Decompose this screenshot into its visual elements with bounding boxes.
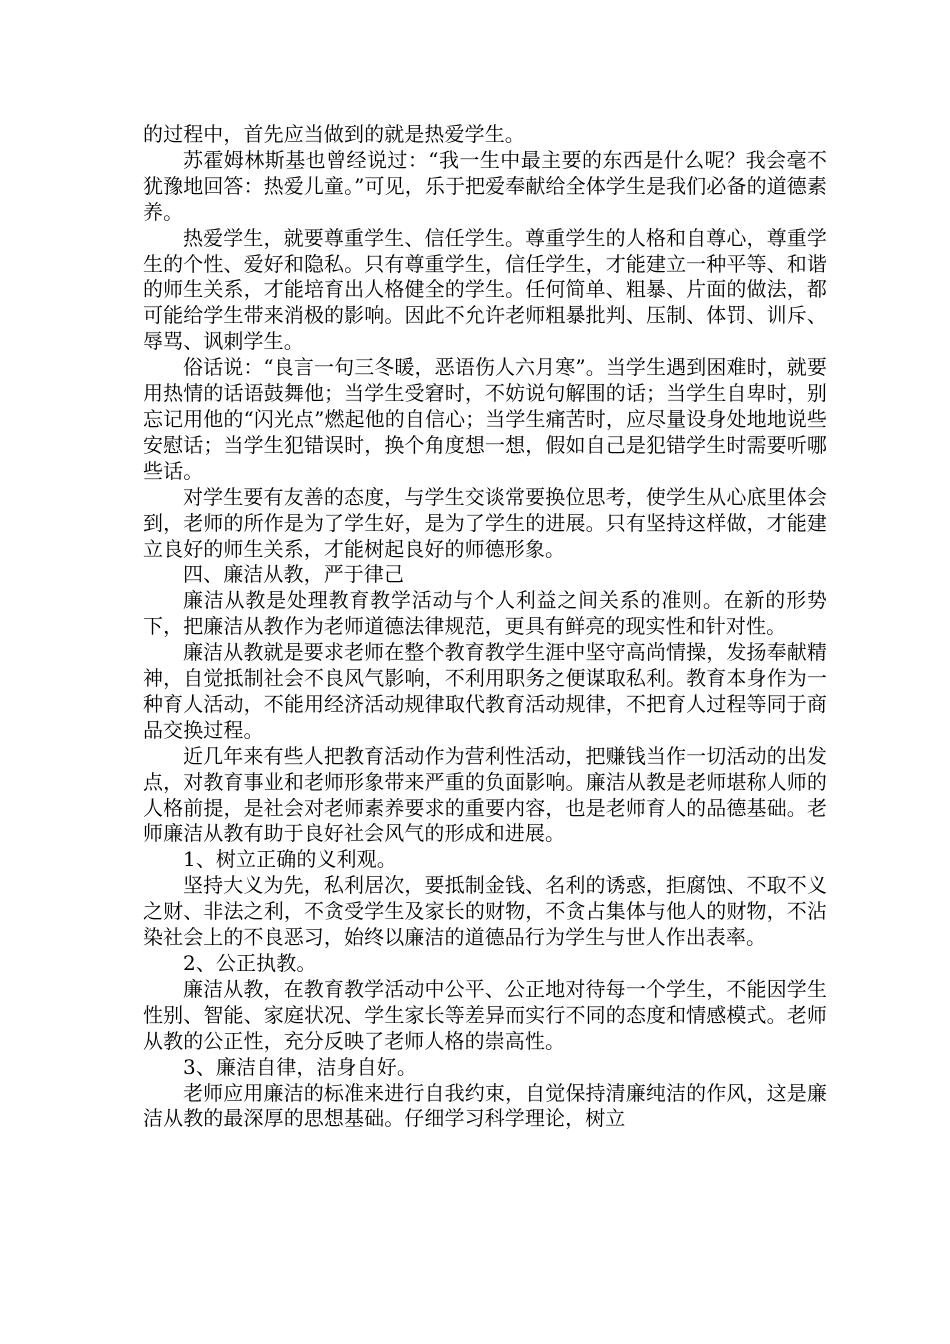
paragraph-quote-sukhomlinsky: 苏霍姆林斯基也曾经说过：“我一生中最主要的东西是什么呢？我会毫不犹豫地回答：热爱儿童。”可见，乐于把爱奉献给全体学生是我们必备的道德素养。 <box>143 147 827 224</box>
paragraph-friendly-attitude: 对学生要有友善的态度，与学生交谈常要换位思考，使学生从心底里体会到，老师的所作是为了学生好，是为了学生的进展。只有坚持这样做，才能建立良好的师生关系，才能树起良好的师德形象。 <box>143 484 827 561</box>
paragraph-proverb: 俗话说：“良言一句三冬暖，恶语伤人六月寒”。当学生遇到困难时，就要用热情的话语鼓舞他；当学生受窘时，不妨说句解围的话；当学生自卑时，别忘记用他的“闪光点”燃起他的自信心；当学生痛苦时，应尽量设身处地地说些安慰话；当学生犯错误时，换个角度想一想，假如自己是犯错学生时需要听哪些话。 <box>143 355 827 483</box>
subheading-three: 3、廉洁自律，洁身自好。 <box>183 1054 417 1079</box>
paragraph-respect-students: 热爱学生，就要尊重学生、信任学生。尊重学生的人格和自尊心，尊重学生的个性、爱好和隐私。只有尊重学生，信任学生，才能建立一种平等、和谐的师生关系，才能培育出人格健全的学生。任何简单、粗暴、片面的做法，都可能给学生带来消极的影响。因此不允许老师粗暴批判、压制、体罚、训斥、辱骂、讽刺学生。 <box>143 225 827 354</box>
paragraph-fairness: 廉洁从教，在教育教学活动中公平、公正地对待每一个学生，不能因学生性别、智能、家庭状况、学生家长等差异而实行不同的态度和情感模式。老师从教的公正性，充分反映了老师人格的崇高性。 <box>143 976 827 1053</box>
paragraph-righteousness: 坚持大义为先，私利居次，要抵制金钱、名利的诱惑，拒腐蚀、不取不义之财、非法之利，不贪受学生及家长的财物，不贪占集体与他人的财物，不沾染社会上的不良恶习，始终以廉洁的道德品行为学生与世人作出表率。 <box>143 873 827 950</box>
subheading-one: 1、树立正确的义利观。 <box>183 847 397 872</box>
document-body <box>143 122 827 1132</box>
paragraph-integrity-principle: 廉洁从教是处理教育教学活动与个人利益之间关系的准则。在新的形势下，把廉洁从教作为老师道德法律规范，更具有鲜亮的现实性和针对性。 <box>143 588 827 639</box>
paragraph-self-discipline: 老师应用廉洁的标准来进行自我约束，自觉保持清廉纯洁的作风，这是廉洁从教的最深厚的思想基础。仔细学习科学理论，树立 <box>143 1080 827 1131</box>
subheading-two: 2、公正执教。 <box>183 951 317 975</box>
paragraph-continuation: 的过程中，首先应当做到的就是热爱学生。 <box>143 122 525 146</box>
paragraph-recent-years: 近几年来有些人把教育活动作为营利性活动，把赚钱当作一切活动的出发点，对教育事业和老师形象带来严重的负面影响。廉洁从教是老师堪称人师的人格前提，是社会对老师素养要求的重要内容，也是老师育人的品德基础。老师廉洁从教有助于良好社会风气的形成和进展。 <box>143 743 827 846</box>
section-heading-four: 四、廉洁从教，严于律己 <box>183 562 405 587</box>
paragraph-integrity-requirement: 廉洁从教就是要求老师在整个教育教学生涯中坚守高尚情操，发扬奉献精神，自觉抵制社会不良风气影响，不利用职务之便谋取私利。教育本身作为一种育人活动，不能用经济活动规律取代教育活动规律，不把育人过程等同于商品交换过程。 <box>143 640 827 742</box>
